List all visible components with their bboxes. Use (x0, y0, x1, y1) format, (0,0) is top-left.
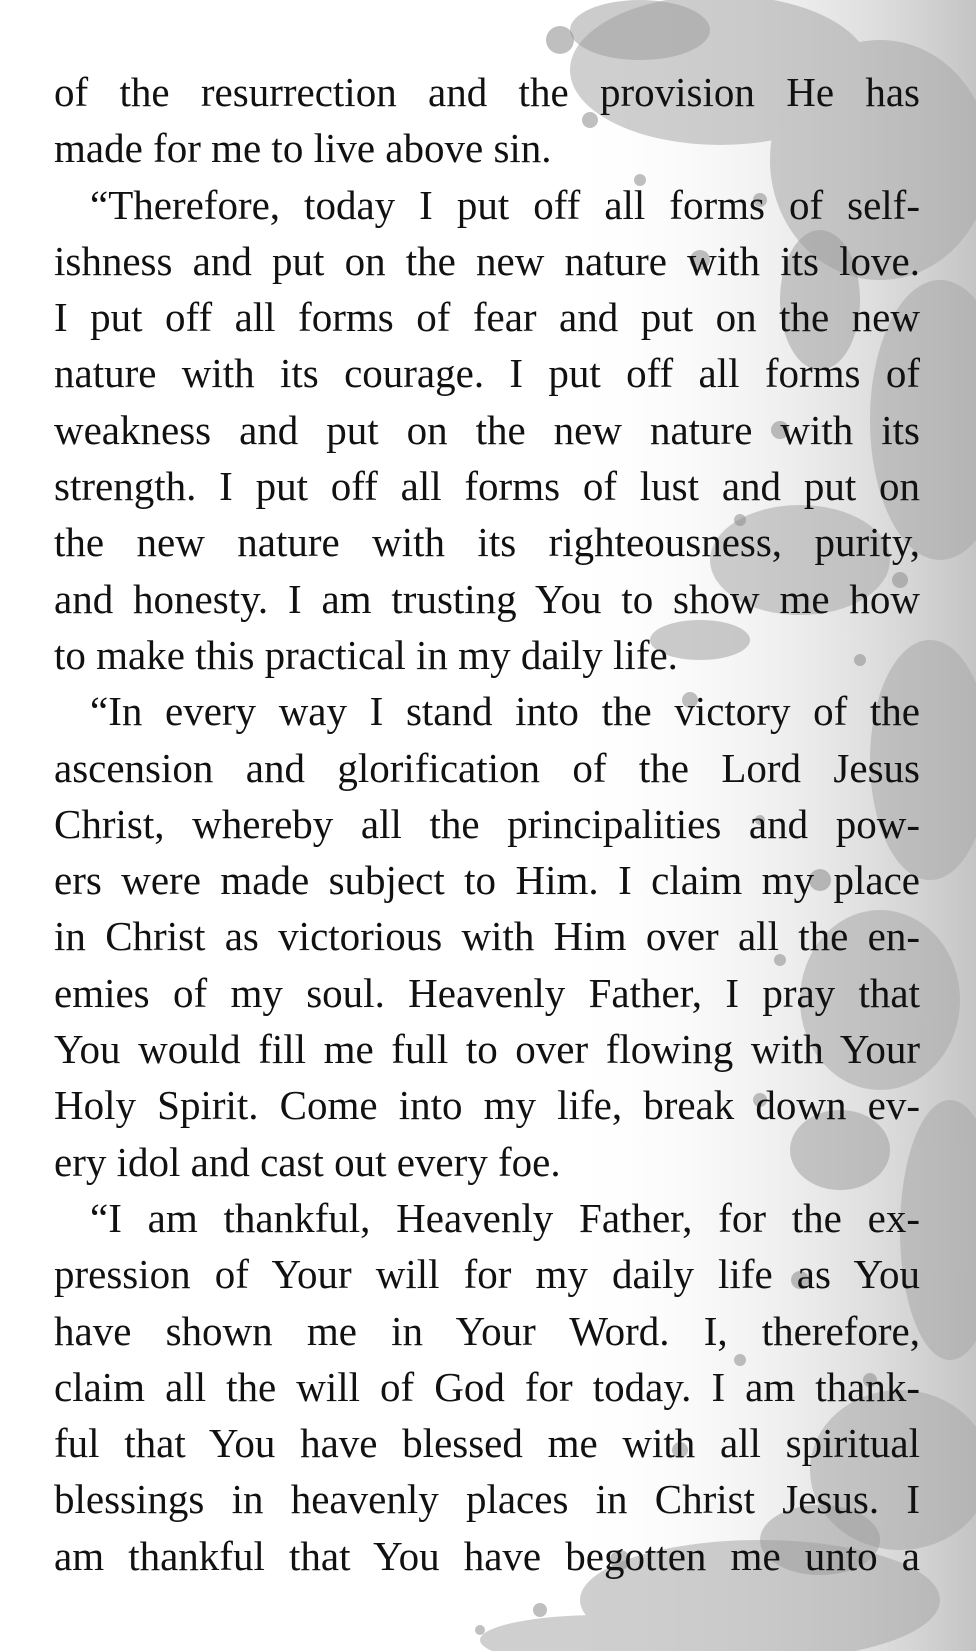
paragraph (54, 177, 920, 684)
body-text (54, 64, 920, 1584)
text-line: ishness and put on the new nature with its love. (54, 237, 920, 284)
text-line: “In every way I stand into the victory of the (90, 688, 920, 735)
text-line: nature with its courage. I put off all forms of (54, 350, 920, 397)
text-line: ers were made subject to Him. I claim my place (54, 857, 920, 904)
text-line: made for me to live above sin. (54, 125, 552, 172)
text-line: Christ, whereby all the principalities and pow- (54, 800, 920, 847)
text-line: claim all the will of God for today. I am thank- (54, 1363, 920, 1410)
text-line: and honesty. I am trusting You to show me how (54, 575, 920, 622)
text-line: ful that You have blessed me with all spiritual (54, 1420, 920, 1467)
text-line: strength. I put off all forms of lust and put on (54, 463, 920, 510)
text-line: ery idol and cast out every foe. (54, 1138, 561, 1185)
text-line: to make this practical in my daily life. (54, 631, 678, 678)
text-line: emies of my soul. Heavenly Father, I pray that (54, 969, 920, 1016)
text-line: weakness and put on the new nature with its (54, 406, 920, 453)
text-line: “Therefore, today I put off all forms of self- (90, 181, 920, 228)
text-line: Holy Spirit. Come into my life, break down ev- (54, 1082, 920, 1129)
text-line: am thankful that You have begotten me unto a (54, 1532, 920, 1579)
text-line: You would fill me full to over flowing with Your (54, 1026, 920, 1073)
text-line: “I am thankful, Heavenly Father, for the ex- (90, 1194, 920, 1241)
text-line: I put off all forms of fear and put on the new (54, 294, 920, 341)
paragraph (54, 64, 920, 177)
text-line: of the resurrection and the provision He has (54, 69, 920, 115)
text-line: have shown me in Your Word. I, therefore, (54, 1307, 920, 1354)
text-line: blessings in heavenly places in Christ Jesus. I (54, 1476, 920, 1523)
paragraph (54, 683, 920, 1190)
paragraph (54, 1190, 920, 1584)
text-line: the new nature with its righteousness, purity, (54, 519, 920, 566)
text-line: ascension and glorification of the Lord Jesus (54, 744, 920, 791)
text-line: pression of Your will for my daily life as You (54, 1251, 920, 1298)
text-line: in Christ as victorious with Him over all the en- (54, 913, 920, 960)
